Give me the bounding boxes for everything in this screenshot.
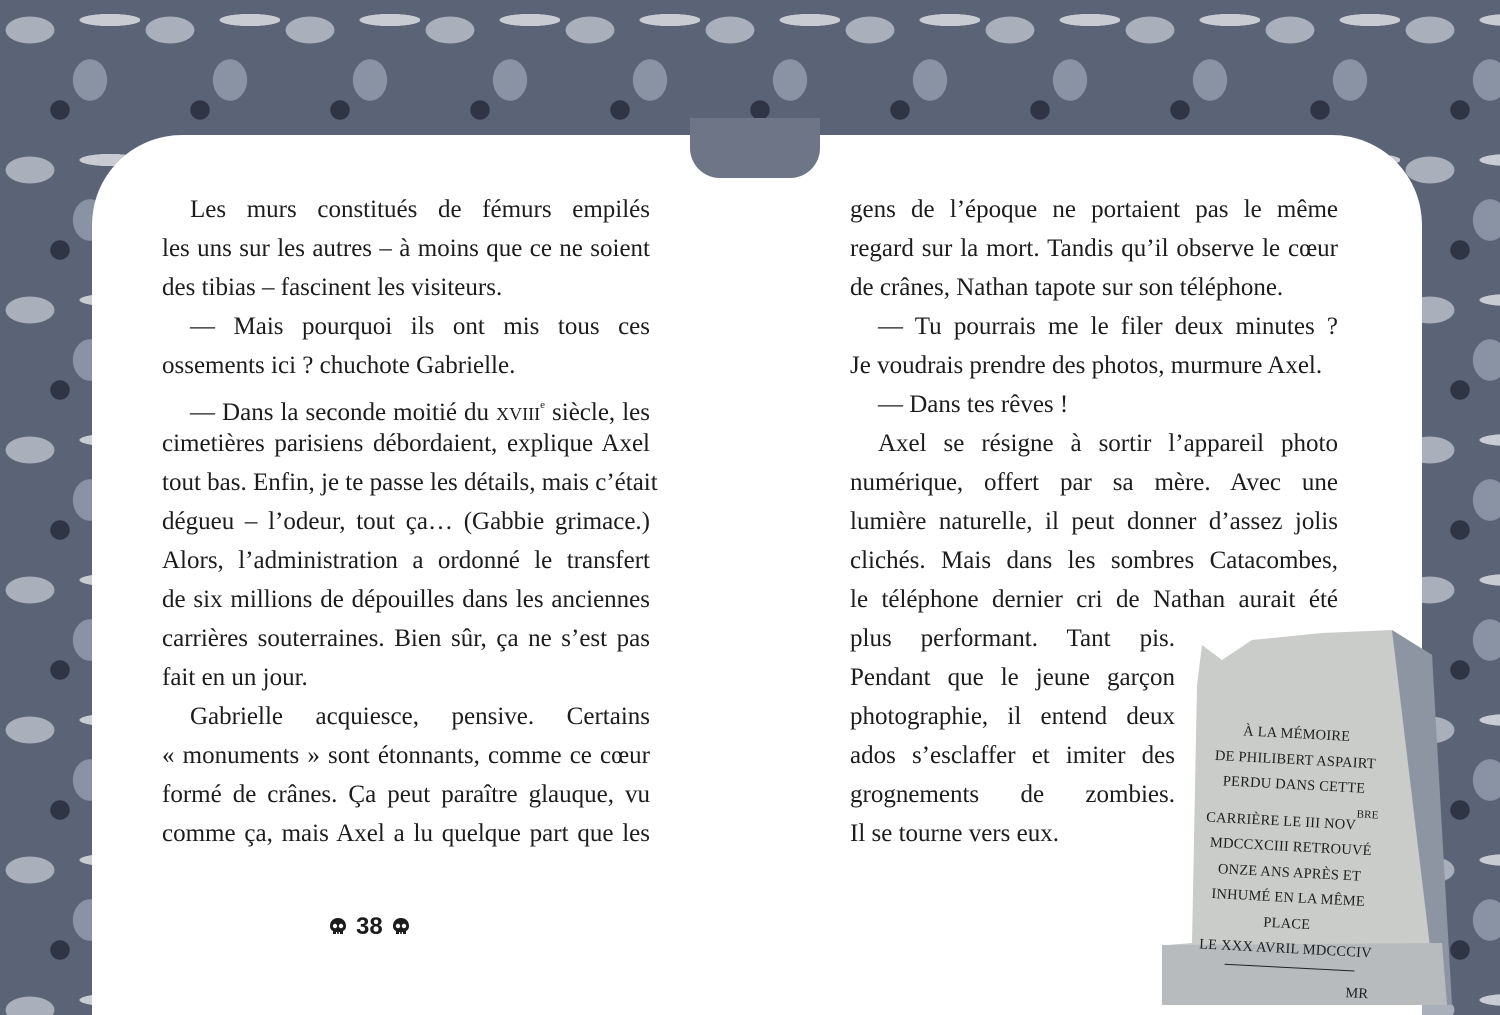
superscript: BRE xyxy=(1356,807,1379,822)
text-line: regard sur la mort. Tandis qu’il observe le cœur xyxy=(850,235,1338,262)
arch-keystone xyxy=(690,118,820,178)
text-line: photographie, il entend deux xyxy=(850,703,1175,730)
text-line: Pendant que le jeune garçon xyxy=(850,664,1175,691)
text-line: comme ça, mais Axel a lu quelque part que les xyxy=(162,820,650,847)
text-line: tout bas. Enfin, je te passe les détails, mais c’était xyxy=(162,469,658,496)
text-line: de crânes, Nathan tapote sur son téléphone. xyxy=(850,274,1284,301)
text-line: « monuments » sont étonnants, comme ce cœur xyxy=(162,742,650,769)
text-line: des tibias – fascinent les visiteurs. xyxy=(162,274,503,301)
epitaph-line: LE XXX AVRIL MDCCCIV xyxy=(1198,936,1373,962)
text-line: carrières souterraines. Bien sûr, ça ne s’est pas xyxy=(162,625,650,652)
skull-icon xyxy=(328,917,348,937)
text-line: Il se tourne vers eux. xyxy=(850,820,1059,847)
epitaph-line: À LA MÉMOIRE xyxy=(1242,723,1351,745)
text-line: — Dans tes rêves ! xyxy=(878,391,1069,418)
text-line: Axel se résigne à sortir l’appareil photo xyxy=(878,430,1338,457)
epitaph-signature: MR xyxy=(1344,985,1369,1003)
epitaph-line: ONZE ANS APRÈS ET xyxy=(1217,860,1362,885)
text-line: les uns sur les autres – à moins que ce ne soient xyxy=(162,235,650,262)
skull-icon xyxy=(391,917,411,937)
tombstone-epitaph xyxy=(1183,717,1397,1009)
text-line: ossements ici ? chuchote Gabrielle. xyxy=(162,352,516,379)
epitaph-line: DE PHILIBERT ASPAIRT xyxy=(1214,747,1377,772)
text-fragment: siècle, les xyxy=(544,399,650,426)
text-line: le téléphone dernier cri de Nathan aurait été xyxy=(850,586,1338,613)
text-line: ados s’esclaffer et imiter des xyxy=(850,742,1175,769)
text-line: clichés. Mais dans les sombres Catacombes, xyxy=(850,547,1338,574)
text-line: de six millions de dépouilles dans les anciennes xyxy=(162,586,650,613)
page-number-text: 38 xyxy=(356,913,383,940)
text-line: Les murs constitués de fémurs empilés xyxy=(190,196,650,223)
text-line: grognements de zombies. xyxy=(850,781,1175,808)
text-line: fait en un jour. xyxy=(162,664,308,691)
text-line: — Mais pourquoi ils ont mis tous ces xyxy=(190,313,650,340)
text-line: numérique, offert par sa mère. Avec une xyxy=(850,469,1338,496)
epitaph-line: PERDU DANS CETTE xyxy=(1222,773,1366,797)
left-page-text xyxy=(162,193,658,856)
text-line: gens de l’époque ne portaient pas le même xyxy=(850,196,1338,223)
century-numeral: xviii xyxy=(496,399,541,426)
text-fragment: — Dans la seconde moitié du xyxy=(190,399,497,426)
epitaph-text: CARRIÈRE LE III NOV xyxy=(1205,809,1357,833)
text-line: Alors, l’administration a ordonné le transfert xyxy=(162,547,650,574)
text-line: formé de crânes. Ça peut paraître glauque, vu xyxy=(162,781,650,808)
superscript: e xyxy=(540,399,545,411)
epitaph-line: MDCCXCIII RETROUVÉ xyxy=(1209,834,1373,860)
text-line: — Tu pourrais me le filer deux minutes ? xyxy=(878,313,1338,340)
epitaph-line: INHUMÉ EN LA MÊME PLACE xyxy=(1211,885,1366,933)
text-line xyxy=(162,388,650,427)
text-line: lumière naturelle, il peut donner d’assez jolis xyxy=(850,508,1338,535)
text-line: dégueu – l’odeur, tout ça… (Gabbie grimace.) xyxy=(162,508,650,535)
text-line: plus performant. Tant pis. xyxy=(850,625,1175,652)
text-line: cimetières parisiens débordaient, explique Axel xyxy=(162,430,650,457)
text-line: Je voudrais prendre des photos, murmure Axel. xyxy=(850,352,1323,379)
text-line: Gabrielle acquiesce, pensive. Certains xyxy=(190,703,650,730)
page-number xyxy=(328,913,411,941)
